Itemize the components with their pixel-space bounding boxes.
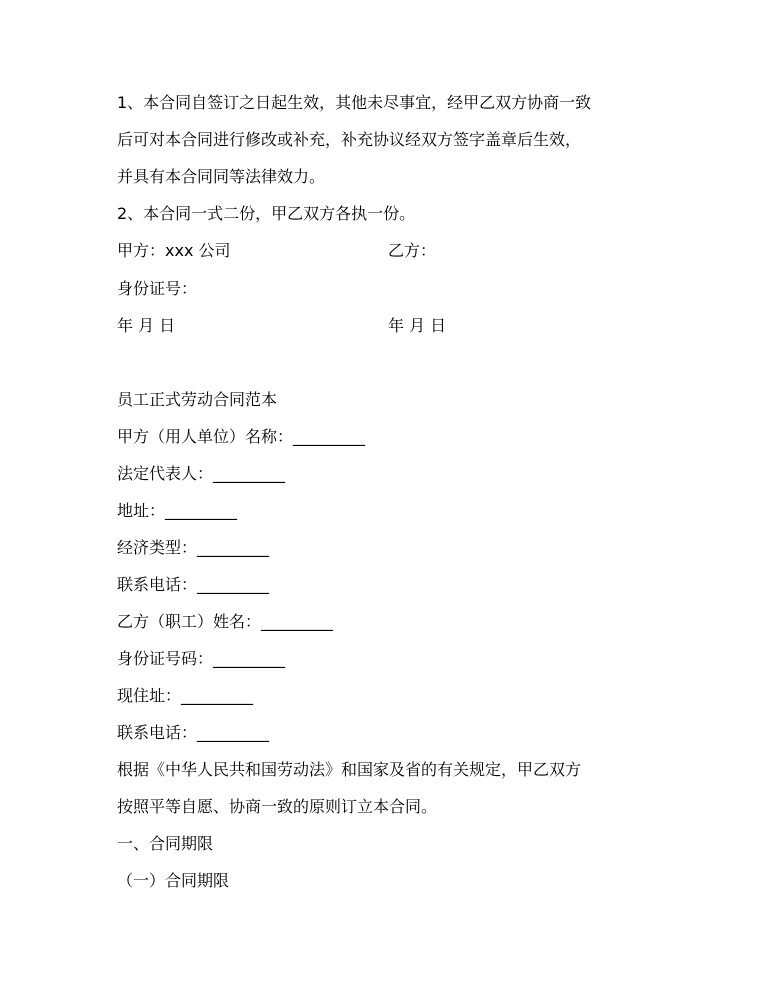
party-a-label: 甲方：xxx 公司 xyxy=(117,241,231,260)
intro-line-1: 根据《中华人民共和国劳动法》和国家及省的有关规定，甲乙双方 xyxy=(117,760,582,779)
clause-1-line-3: 并具有本合同同等法律效力。 xyxy=(117,167,326,186)
field-id-card-number: 身份证号码：_________ xyxy=(117,649,286,668)
signature-row xyxy=(117,241,437,261)
field-legal-representative: 法定代表人：_________ xyxy=(117,464,286,483)
field-employer-phone: 联系电话：_________ xyxy=(117,575,270,594)
field-economic-type: 经济类型：_________ xyxy=(117,538,270,557)
contract-title: 员工正式劳动合同范本 xyxy=(117,390,278,409)
clause-2: 2、本合同一式二份，甲乙双方各执一份。 xyxy=(117,204,416,223)
field-employer-name: 甲方（用人单位）名称：_________ xyxy=(117,427,366,446)
intro-line-2: 按照平等自愿、协商一致的原则订立本合同。 xyxy=(117,797,438,816)
date-row xyxy=(117,316,447,336)
id-number-label: 身份证号： xyxy=(117,279,198,298)
field-current-address: 现住址：_________ xyxy=(117,686,254,705)
clause-1-line-1: 1、本合同自签订之日起生效，其他未尽事宜，经甲乙双方协商一致 xyxy=(117,93,592,112)
field-address: 地址：_________ xyxy=(117,501,238,520)
date-right: 年 月 日 xyxy=(388,316,447,335)
clause-1-line-2: 后可对本合同进行修改或补充，补充协议经双方签字盖章后生效， xyxy=(117,130,582,149)
party-b-label: 乙方： xyxy=(388,241,437,260)
field-employee-name: 乙方（职工）姓名：_________ xyxy=(117,612,334,631)
field-employee-phone: 联系电话：_________ xyxy=(117,723,270,742)
date-left: 年 月 日 xyxy=(117,316,176,335)
section-heading-term: 一、合同期限 xyxy=(117,834,214,853)
subsection-heading-term: （一）合同期限 xyxy=(117,871,230,890)
